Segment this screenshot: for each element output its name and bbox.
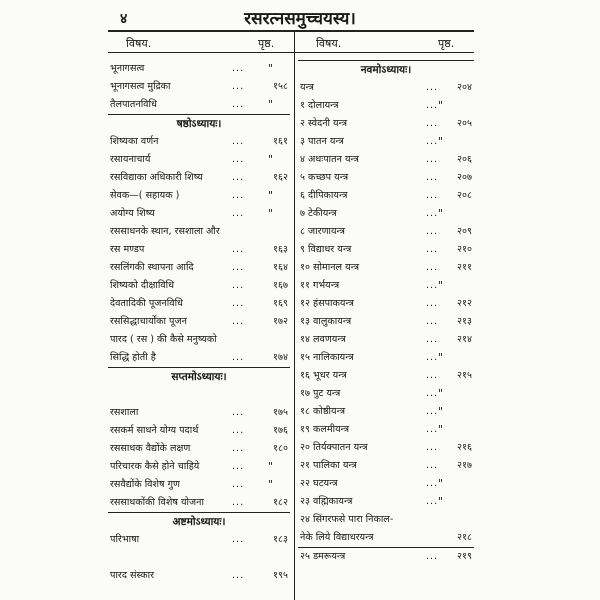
- page-number: ४: [120, 11, 128, 27]
- toc-entry: [108, 187, 290, 205]
- entry-dots: ...: [426, 154, 439, 165]
- entry-dots: ...: [426, 334, 439, 345]
- ditto-mark: ": [438, 495, 444, 508]
- entry-title: १५ नालिकायन्त्र: [300, 352, 354, 363]
- entry-title: अयोग्य शिष्य: [110, 208, 155, 219]
- entry-title: यन्त्र: [300, 82, 314, 93]
- ditto-mark: ": [268, 460, 274, 473]
- blank-row: [108, 549, 290, 567]
- toc-entry: [108, 241, 290, 259]
- entry-page: १६१: [273, 136, 288, 147]
- entry-title: देवतादिकी पूजनविधि: [110, 298, 183, 309]
- toc-entry: [298, 241, 474, 259]
- entry-dots: ...: [232, 570, 245, 581]
- toc-entry: [108, 476, 290, 494]
- ditto-mark: ": [268, 153, 274, 166]
- entry-title: रसवैद्योंके विशेष गुण: [110, 479, 180, 490]
- entry-dots: ...: [232, 280, 245, 291]
- entry-title: तैलपातनविधि: [110, 99, 157, 110]
- toc-entry: [108, 169, 290, 187]
- toc-entry: [298, 511, 474, 529]
- toc-entry: [298, 457, 474, 475]
- entry-title: नेके लिये विद्याधरयन्त्र: [300, 532, 374, 543]
- entry-dots: ...: [426, 280, 439, 291]
- chapter-heading: [298, 61, 474, 79]
- top-rule: [108, 30, 474, 32]
- entry-title: ७ टेकीयन्त्र: [300, 208, 337, 219]
- entry-page: १७६: [273, 425, 288, 436]
- toc-entry: [298, 115, 474, 133]
- toc-entry: [298, 169, 474, 187]
- entry-title: ५ कच्छप यन्त्र: [300, 172, 349, 183]
- entry-dots: ...: [426, 82, 439, 93]
- right-column: [298, 60, 474, 566]
- entry-dots: ...: [232, 99, 245, 110]
- toc-entry: [108, 567, 290, 585]
- entry-page: २१०: [457, 244, 472, 255]
- toc-entry: [108, 458, 290, 476]
- toc-entry: [108, 313, 290, 331]
- entry-dots: ...: [426, 496, 439, 507]
- entry-page: १६३: [273, 244, 288, 255]
- entry-page: १८३: [273, 534, 288, 545]
- entry-dots: ...: [232, 298, 245, 309]
- toc-entry: [298, 79, 474, 97]
- entry-page: १७५: [273, 407, 288, 418]
- header-rule: [108, 52, 474, 53]
- entry-page: २०७: [457, 172, 472, 183]
- chapter-heading: [108, 513, 290, 531]
- chapter-heading-text: अष्टमोऽध्यायः।: [172, 516, 226, 528]
- entry-page: २०४: [457, 82, 472, 93]
- right-subject-header: विषय.: [316, 37, 342, 50]
- entry-title: १७ पुट यन्त्र: [300, 388, 341, 399]
- ditto-mark: ": [438, 387, 444, 400]
- ditto-mark: ": [438, 351, 444, 364]
- left-subject-header: विषय.: [126, 37, 152, 50]
- toc-entry: [108, 78, 290, 96]
- entry-dots: ...: [426, 316, 439, 327]
- toc-entry: [298, 97, 474, 115]
- ditto-mark: ": [438, 135, 444, 148]
- entry-dots: ...: [426, 460, 439, 471]
- entry-page: २१२: [457, 298, 472, 309]
- entry-dots: ...: [232, 425, 245, 436]
- entry-title: २५ डमरूयन्त्र: [300, 551, 346, 562]
- entry-title: सिद्धि होती है: [110, 352, 156, 363]
- toc-entry: [108, 494, 290, 512]
- entry-title: रससाधकोंकी विशेष योजना: [110, 497, 204, 508]
- ditto-mark: ": [438, 99, 444, 112]
- entry-dots: ...: [232, 479, 245, 490]
- entry-page: २०८: [457, 190, 472, 201]
- toc-entry: [298, 367, 474, 385]
- entry-dots: ...: [232, 534, 245, 545]
- toc-entry: [108, 259, 290, 277]
- entry-dots: ...: [232, 208, 245, 219]
- entry-title: भूनागसत्व मुद्रिका: [110, 81, 171, 92]
- entry-page: २०५: [457, 118, 472, 129]
- entry-page: १९५: [273, 570, 288, 581]
- entry-page: १८२: [273, 497, 288, 508]
- entry-dots: ...: [426, 478, 439, 489]
- toc-entry: [108, 440, 290, 458]
- entry-title: १६ भूधर यन्त्र: [300, 370, 347, 381]
- entry-page: १६४: [273, 262, 288, 273]
- toc-entry: [298, 421, 474, 439]
- entry-dots: ...: [426, 100, 439, 111]
- toc-entry: [298, 475, 474, 493]
- toc-entry: [298, 223, 474, 241]
- toc-entry: [298, 349, 474, 367]
- entry-dots: ...: [232, 154, 245, 165]
- entry-title: ९ विद्याधर यन्त्र: [300, 244, 352, 255]
- toc-entry: [298, 187, 474, 205]
- entry-dots: ...: [426, 208, 439, 219]
- entry-dots: ...: [232, 244, 245, 255]
- entry-dots: ...: [426, 551, 439, 562]
- entry-dots: ...: [232, 136, 245, 147]
- entry-dots: ...: [426, 172, 439, 183]
- entry-title: रसलिंगकी स्थापना आदि: [110, 262, 194, 273]
- chapter-heading: [108, 115, 290, 133]
- entry-dots: ...: [426, 370, 439, 381]
- chapter-heading: [108, 368, 290, 386]
- entry-dots: ...: [426, 244, 439, 255]
- entry-title: रसविद्याका अधिकारी शिष्य: [110, 172, 203, 183]
- entry-title: २ स्वेदनी यन्त्र: [300, 118, 348, 129]
- entry-title: ४ अधःपातन यन्त्र: [300, 154, 359, 165]
- entry-title: रसशाला: [110, 407, 139, 418]
- entry-dots: ...: [426, 226, 439, 237]
- entry-dots: ...: [232, 316, 245, 327]
- ditto-mark: ": [268, 98, 274, 111]
- entry-title: १० सोमानल यन्त्र: [300, 262, 360, 273]
- toc-entry: [108, 205, 290, 223]
- toc-entry: [298, 385, 474, 403]
- chapter-heading-text: सप्तमोऽध्यायः।: [171, 371, 227, 383]
- entry-dots: ...: [232, 497, 245, 508]
- toc-entry: [298, 277, 474, 295]
- entry-title: २४ सिंगरफसे पारा निकाल-: [300, 514, 394, 525]
- entry-dots: ...: [232, 461, 245, 472]
- ditto-mark: ": [268, 207, 274, 220]
- entry-title: १९ कलमीयन्त्र: [300, 424, 350, 435]
- entry-dots: ...: [232, 172, 245, 183]
- entry-title: परिभाषा: [110, 534, 140, 545]
- toc-entry: [108, 96, 290, 114]
- entry-title: १ दोलायन्त्र: [300, 100, 339, 111]
- entry-page: २१७: [457, 460, 472, 471]
- entry-dots: ...: [232, 407, 245, 418]
- toc-entry: [108, 277, 290, 295]
- entry-dots: ...: [426, 190, 439, 201]
- entry-page: २१३: [457, 316, 472, 327]
- toc-entry: [298, 548, 474, 566]
- entry-dots: ...: [426, 136, 439, 147]
- entry-page: १८०: [273, 443, 288, 454]
- entry-dots: ...: [426, 298, 439, 309]
- entry-title: रससाधक वैद्योंके लक्षण: [110, 443, 191, 454]
- entry-title: २१ पालिका यन्त्र: [300, 460, 357, 471]
- toc-entry: [298, 313, 474, 331]
- entry-page: २०६: [457, 154, 472, 165]
- toc-entry: [298, 151, 474, 169]
- ditto-mark: ": [268, 62, 274, 75]
- entry-dots: ...: [426, 406, 439, 417]
- ditto-mark: ": [438, 279, 444, 292]
- entry-title: सेवक—( सहायक ): [110, 190, 180, 201]
- entry-page: १६९: [273, 298, 288, 309]
- entry-page: २१८: [457, 532, 472, 543]
- entry-title: १२ हंसपाकयन्त्र: [300, 298, 354, 309]
- toc-entry: [298, 493, 474, 511]
- ditto-mark: ": [438, 477, 444, 490]
- toc-entry: [298, 133, 474, 151]
- entry-title: २२ घटयन्त्र: [300, 478, 338, 489]
- toc-entry: [298, 295, 474, 313]
- entry-title: ३ पातन यन्त्र: [300, 136, 344, 147]
- right-page-header: पृष्ठ.: [438, 37, 455, 50]
- entry-title: पारद ( रस ) की कैसे मनुष्यको: [110, 334, 217, 345]
- entry-page: २१९: [457, 551, 472, 562]
- left-page-header: पृष्ठ.: [258, 37, 275, 50]
- toc-entry: [298, 259, 474, 277]
- entry-dots: ...: [232, 81, 245, 92]
- toc-entry: [108, 422, 290, 440]
- chapter-heading-text: नवमोऽध्यायः।: [360, 64, 412, 76]
- entry-page: २१५: [457, 370, 472, 381]
- chapter-heading-text: षष्ठोऽध्यायः।: [176, 118, 222, 130]
- toc-entry: [298, 439, 474, 457]
- entry-title: परिचारक कैसे होने चाहिये: [110, 461, 200, 472]
- entry-page: २१४: [457, 334, 472, 345]
- entry-title: १४ लवणयन्त्र: [300, 334, 346, 345]
- entry-dots: ...: [232, 190, 245, 201]
- toc-entry: [108, 133, 290, 151]
- entry-title: २३ वह्मिकायन्त्र: [300, 496, 353, 507]
- entry-title: रससाधनके स्थान, रसशाला और: [110, 226, 220, 237]
- entry-title: १३ वालुकायन्त्र: [300, 316, 352, 327]
- entry-dots: ...: [232, 262, 245, 273]
- entry-page: १६२: [273, 172, 288, 183]
- toc-entry: [298, 205, 474, 223]
- entry-page: १५८: [273, 81, 288, 92]
- left-column: [108, 60, 290, 585]
- entry-title: पारद संस्कार: [110, 570, 154, 581]
- ditto-mark: ": [268, 478, 274, 491]
- ditto-mark: ": [438, 405, 444, 418]
- entry-title: रसायनाचार्य: [110, 154, 151, 165]
- toc-entry: [108, 531, 290, 549]
- ditto-mark: ": [268, 189, 274, 202]
- toc-entry: [108, 404, 290, 422]
- toc-entry: [108, 331, 290, 349]
- blank-row: [108, 386, 290, 404]
- page-title: रसरत्नसमुच्चयस्य।: [244, 9, 356, 29]
- ditto-mark: ": [438, 207, 444, 220]
- entry-page: १७२: [273, 316, 288, 327]
- toc-entry: [298, 403, 474, 421]
- entry-title: १८ कोष्ठीयन्त्र: [300, 406, 345, 417]
- entry-title: शिष्यको दीक्षाविधि: [110, 280, 175, 291]
- toc-entry: [108, 295, 290, 313]
- entry-title: भूनागसत्व: [110, 63, 145, 74]
- toc-entry: [108, 349, 290, 367]
- toc-entry: [108, 223, 290, 241]
- entry-dots: ...: [426, 442, 439, 453]
- entry-dots: ...: [426, 352, 439, 363]
- entry-title: ६ दीपिकायन्त्र: [300, 190, 348, 201]
- entry-dots: ...: [426, 262, 439, 273]
- column-divider: [294, 30, 295, 600]
- entry-title: रससिद्धाचार्योंका पूजन: [110, 316, 187, 327]
- entry-dots: ...: [426, 424, 439, 435]
- toc-entry: [298, 529, 474, 547]
- toc-entry: [108, 60, 290, 78]
- entry-dots: ...: [426, 388, 439, 399]
- entry-dots: ...: [426, 118, 439, 129]
- entry-title: २० तिर्यक्पातन यन्त्र: [300, 442, 368, 453]
- entry-page: २१६: [457, 442, 472, 453]
- entry-page: २११: [457, 262, 472, 273]
- entry-title: ८ जारणायन्त्र: [300, 226, 345, 237]
- entry-title: शिष्यका वर्णन: [110, 136, 159, 147]
- entry-dots: ...: [232, 443, 245, 454]
- entry-dots: ...: [232, 352, 245, 363]
- entry-page: १७४: [273, 352, 288, 363]
- entry-page: २०९: [457, 226, 472, 237]
- entry-title: ११ गर्भयन्त्र: [300, 280, 340, 291]
- entry-dots: ...: [232, 63, 245, 74]
- entry-page: १६७: [273, 280, 288, 291]
- entry-title: रसकर्म साधने योग्य पदार्थ: [110, 425, 199, 436]
- toc-entry: [298, 331, 474, 349]
- toc-entry: [108, 151, 290, 169]
- entry-title: रस मण्डप: [110, 244, 145, 255]
- ditto-mark: ": [438, 423, 444, 436]
